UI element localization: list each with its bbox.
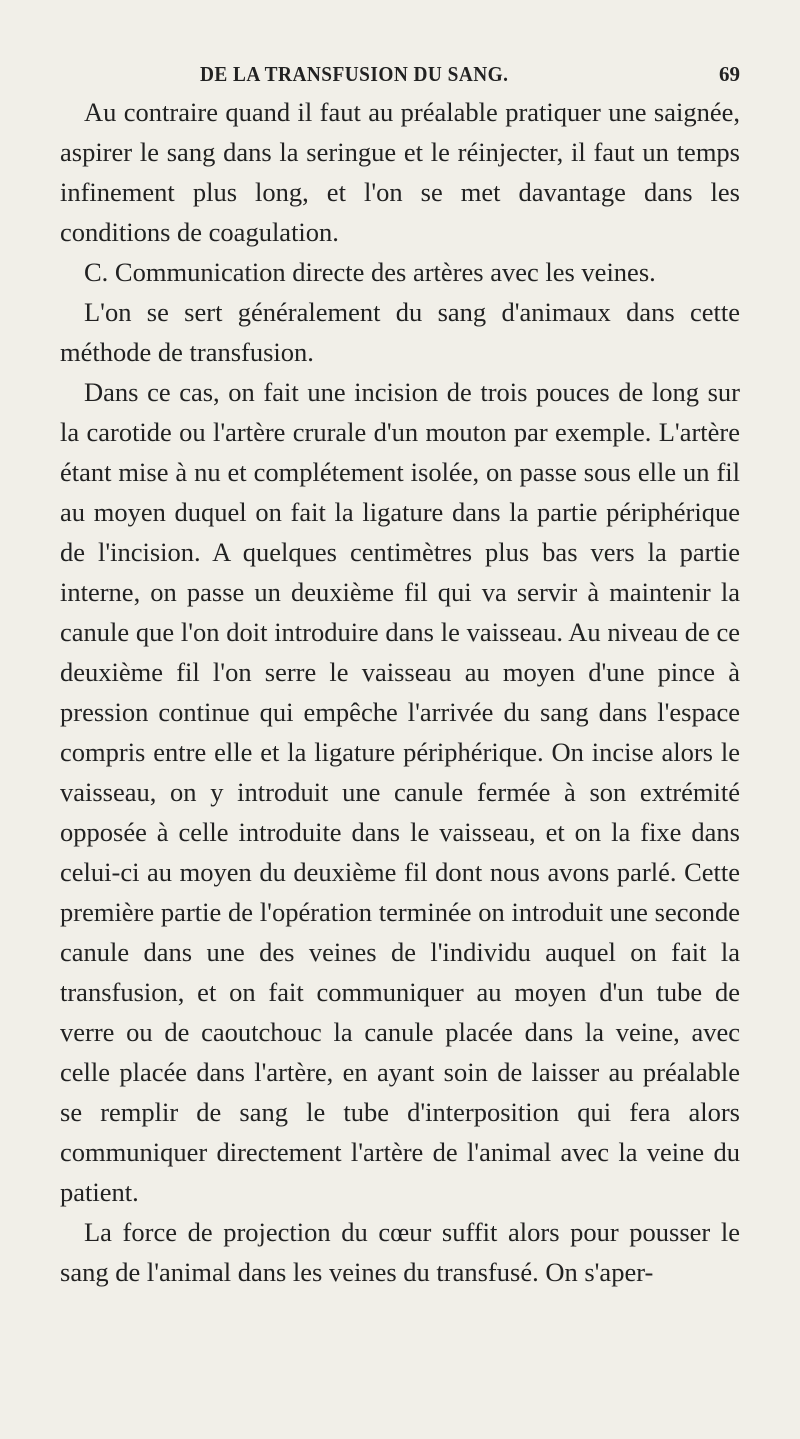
paragraph: L'on se sert généralement du sang d'animaux dans cette méthode de transfusion. [60,297,740,367]
section-heading-paragraph: C. Communication directe des artères avec les veines. [84,257,656,287]
page-number: 69 [719,62,740,86]
paragraph: La force de projection du cœur suffit alors pour pousser le sang de l'animal dans les veines du transfusé. On s'aper- [60,1217,740,1287]
body-text [60,92,740,1292]
running-title: DE LA TRANSFUSION DU SANG. [200,62,509,86]
paragraph: Dans ce cas, on fait une incision de trois pouces de long sur la carotide ou l'artère crurale d'un mouton par exemple. L'artère étant mise à nu et complétement isolée, on passe sous elle un fil au moyen duquel on fait la ligature dans la partie périphérique de l'incision. A quelques centimètres plus bas vers la partie interne, on passe un deuxième fil qui va servir à maintenir la canule que l'on doit introduire dans le vaisseau. Au niveau de ce deuxième fil l'on serre le vaisseau au moyen d'une pince à pression continue qui empêche l'arrivée du sang dans l'espace compris entre elle et la ligature périphérique. On incise alors le vaisseau, on y introduit une canule fermée à son extrémité opposée à celle introduite dans le vaisseau, et on la fixe dans celui-ci au moyen du deuxième fil dont nous avons parlé. Cette première partie de l'opération terminée on introduit une seconde canule dans une des veines de l'individu auquel on fait la transfusion, et on fait communiquer au moyen d'un tube de verre ou de caoutchouc la canule placée dans la veine, avec celle placée dans l'artère, en ayant soin de laisser au préalable se remplir de sang le tube d'interposition qui fera alors communiquer directement l'artère de l'animal avec la veine du patient. [60,377,740,1207]
paragraph: Au contraire quand il faut au préalable pratiquer une saignée, aspirer le sang dans la seringue et le réinjecter, il faut un temps infinement plus long, et l'on se met davantage dans les conditions de coagulation. [60,97,740,247]
running-head [60,62,740,90]
